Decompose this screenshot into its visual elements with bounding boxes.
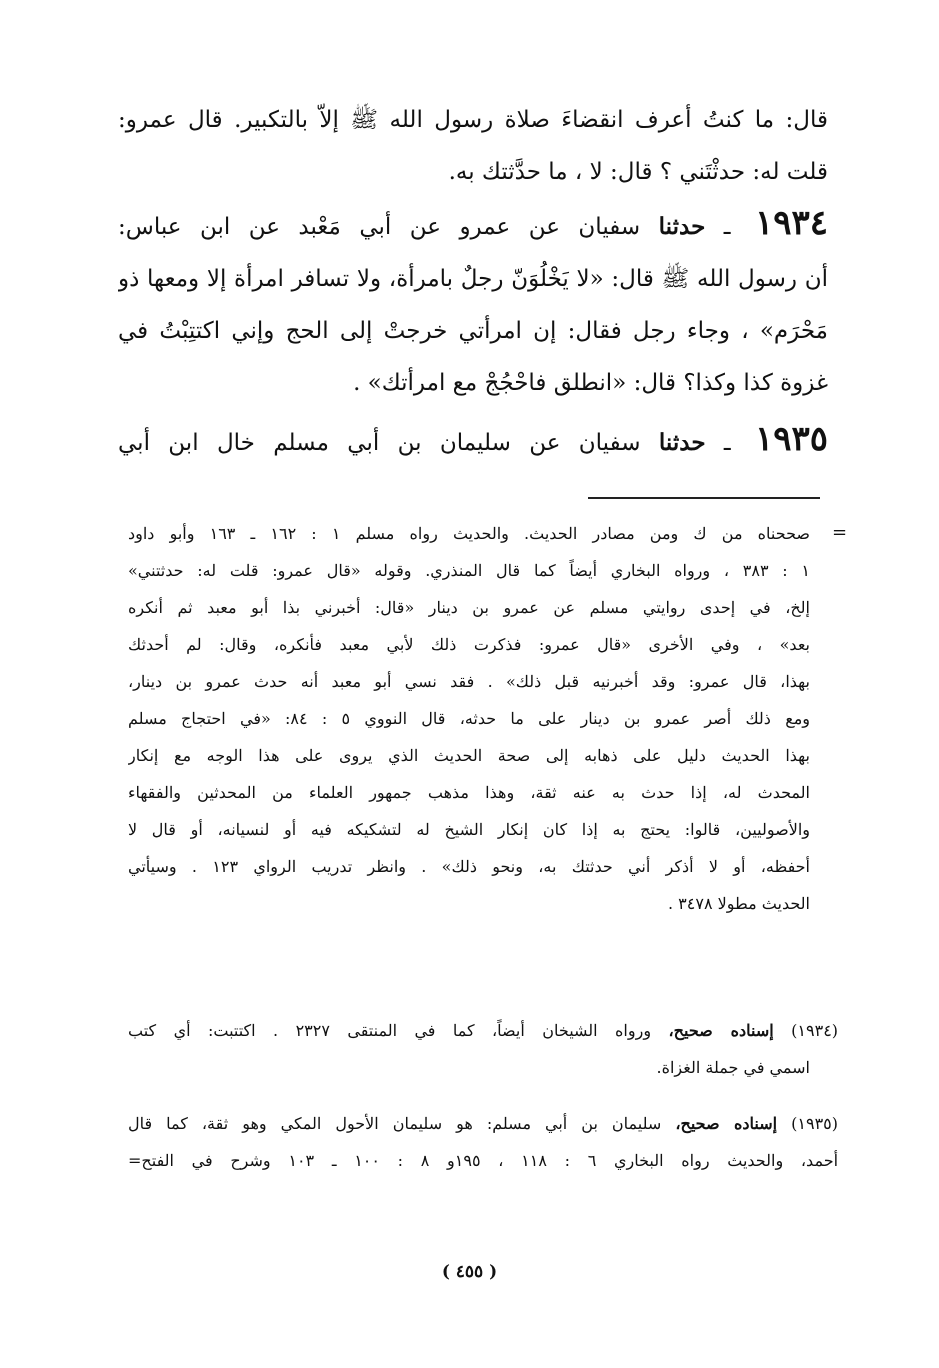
hadith-1935 <box>118 413 828 469</box>
grading: إسناده صحيح، <box>668 1021 774 1040</box>
text-line: غزوة كذا وكذا؟ قال: «انطلق فاحْجُجْ مع امرأتك» . <box>353 370 828 396</box>
footnote-continued <box>128 515 810 922</box>
footnote-line: بعد» ، وفي الأخرى «قال عمرو: فذكرت ذلك لأبي معبد فأنكره، وقال: لم أحدثك <box>128 635 810 654</box>
footnote-line: إلخ، في إحدى روايتي مسلم عن عمرو بن دينار «قال: أخبرني بذا أبو معبد ثم أنكره <box>128 598 810 617</box>
text-line: أن رسول الله ﷺ قال: «لا يَخْلُوَنّ رجلٌ بامرأة، ولا تسافر امرأة إلا ومعها ذو <box>118 266 828 292</box>
footnote-line: والأصوليين، قالوا: يحتج به إذا كان إنكار الشيخ له لتشكيكه فيه أو لنسيانه، أو قال لا <box>128 820 810 839</box>
footnote-line: صححناه من ك ومن مصادر الحديث. والحديث رواه مسلم ١ : ١٦٢ ـ ١٦٣ وأبو داود <box>128 524 810 543</box>
footnote-1935 <box>128 1105 838 1179</box>
footnote-line: المحدث له، إذا حدث به عنه ثقة، وهذا مذهب جمهور العلماء من المحدثين والفقهاء <box>128 783 810 802</box>
footnote-line: أحمد، والحديث رواه البخاري ٦ : ١١٨ ، ١٩٥و ٨ : ١٠٠ ـ ١٠٣ وشرح في الفتح= <box>128 1151 838 1170</box>
dash: ـ <box>705 214 731 240</box>
footnote-line: ١ : ٣٨٣ ، ورواه البخاري أيضاً كما قال المنذري. وقوله «قال عمرو: قلت له: حدثتني» <box>128 561 810 580</box>
hadith-1934 <box>118 197 828 409</box>
footnote-line: بهذا الحديث دليل على ذهابه إلى صحة الحديث الذي يروى على هذا الوجه مع إنكار <box>128 746 810 765</box>
footnote-line: الحديث مطولا ٣٤٧٨ . <box>667 894 810 913</box>
footnote-line <box>128 1105 838 1142</box>
footnote-1934 <box>128 1012 838 1086</box>
footnote-text: ورواه الشيخان أيضاً، كما في المنتقى ٢٣٢٧ . اكتتبت: أي كتب <box>128 1021 652 1040</box>
text-line: قال: ما كنتُ أعرف انقضاءَ صلاة رسول الله ﷺ إلاّ بالتكبير. قال عمرو: <box>118 107 828 133</box>
footnote-line: اسمي في جملة الغزاة. <box>656 1058 810 1077</box>
hadith-lead: حدثنا <box>658 429 706 456</box>
hadith-lead: حدثنا <box>658 213 706 240</box>
footnote-label: (١٩٣٥) <box>791 1114 838 1133</box>
continuation-mark: = <box>832 522 848 543</box>
hadith-text: سفيان عن عمرو عن أبي مَعْبد عن ابن عباس: <box>118 214 641 240</box>
dash: ـ <box>705 430 731 456</box>
page-number: ( ٤٥٥ ) <box>441 1262 498 1282</box>
hadith-text: سفيان عن سليمان بن أبي مسلم خال ابن أبي <box>118 430 641 456</box>
hadith-first-line <box>118 197 828 253</box>
text-line: قلت له: حدثْتَني ؟ قال: لا ، ما حدَّثتك به. <box>448 159 828 185</box>
footnote-line: بهذا، قال عمرو: وقد أخبرنيه قبل ذلك» . فقد نسي أبو معبد أنه حدث عمرو بن دينار، <box>128 672 810 691</box>
footnote-line <box>128 1012 838 1049</box>
footnote-line: ومع ذلك أصر عمرو بن دينار على ما حدثه، قال النووي ٥ : ٨٤: «في احتجاج مسلم <box>128 709 810 728</box>
footnote-line: أحفظه، أو لا أذكر أني حدثتك به، ونحو ذلك» . وانظر تدريب الرواي ١٢٣ . وسيأتي <box>128 857 810 876</box>
hadith-number: ١٩٣٥ <box>754 419 828 459</box>
grading: إسناده صحيح، <box>675 1114 778 1133</box>
footnote-text: سليمان بن أبي مسلم: هو سليمان الأحول المكي وهو ثقة، كما قال <box>128 1114 662 1133</box>
text-line: مَحْرَم» ، وجاء رجل فقال: إن امرأتي خرجتْ إلى الحج وإني اكتتِبْتُ في <box>118 318 828 344</box>
main-text <box>118 94 828 198</box>
footnote-label: (١٩٣٤) <box>791 1021 838 1040</box>
hadith-number: ١٩٣٤ <box>754 203 828 243</box>
hadith-first-line <box>118 413 828 469</box>
footnote-separator <box>588 497 820 499</box>
